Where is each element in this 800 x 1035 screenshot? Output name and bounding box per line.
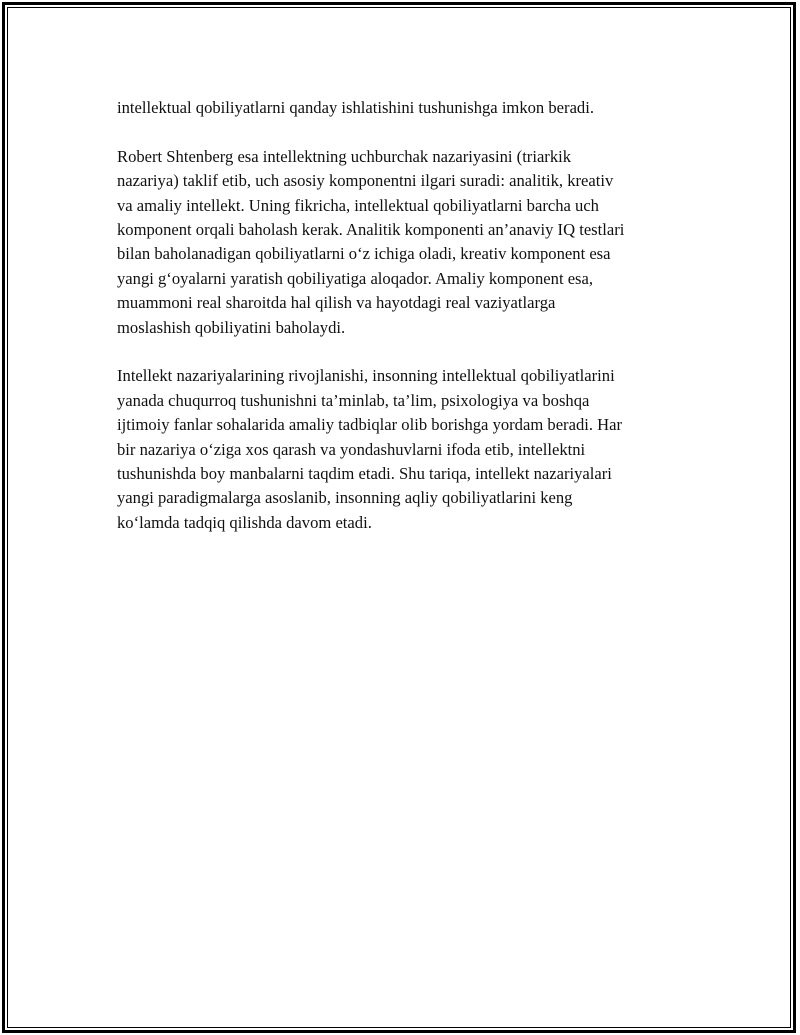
page-frame	[2, 2, 796, 1033]
text-line: yanada chuqurroq tushunishni ta’minlab, ta’lim, psixologiya va boshqa	[117, 390, 590, 410]
text-line: va amaliy intellekt. Uning fikricha, intellektual qobiliyatlarni barcha uch	[117, 195, 599, 215]
text-line: bir nazariya oʻziga xos qarash va yondashuvlarni ifoda etib, intellektni	[117, 439, 586, 459]
text-line: yangi gʻoyalarni yaratish qobiliyatiga aloqador. Amaliy komponent esa,	[117, 268, 594, 288]
paragraph	[117, 96, 707, 120]
text-line: bilan baholanadigan qobiliyatlarni oʻz ichiga oladi, kreativ komponent esa	[117, 244, 611, 264]
text-line: tushunishda boy manbalarni taqdim etadi. Shu tariqa, intellekt nazariyalari	[117, 464, 612, 484]
text-line: nazariya) taklif etib, uch asosiy komponentni ilgari suradi: analitik, kreativ	[117, 171, 614, 191]
text-line: Robert Shtenberg esa intellektning uchburchak nazariyasini (triarkik	[117, 146, 572, 166]
text-line: yangi paradigmalarga asoslanib, insonning aqliy qobiliyatlarini keng	[117, 488, 573, 508]
text-line: ijtimoiy fanlar sohalarida amaliy tadbiqlar olib borishga yordam beradi. Har	[117, 415, 623, 435]
text-line: komponent orqali baholash kerak. Analitik komponenti an’anaviy IQ testlari	[117, 220, 625, 240]
text-line: muammoni real sharoitda hal qilish va hayotdagi real vaziyatlarga	[117, 293, 556, 313]
document-body	[117, 96, 707, 535]
text-line: koʻlamda tadqiq qilishda davom etadi.	[117, 512, 372, 532]
text-line: intellektual qobiliyatlarni qanday ishlatishini tushunishga imkon beradi.	[117, 98, 594, 117]
paragraph	[117, 145, 707, 340]
paragraph	[117, 364, 707, 535]
text-line: moslashish qobiliyatini baholaydi.	[117, 317, 346, 337]
text-line: Intellekt nazariyalarining rivojlanishi, insonning intellektual qobiliyatlarini	[117, 366, 615, 386]
